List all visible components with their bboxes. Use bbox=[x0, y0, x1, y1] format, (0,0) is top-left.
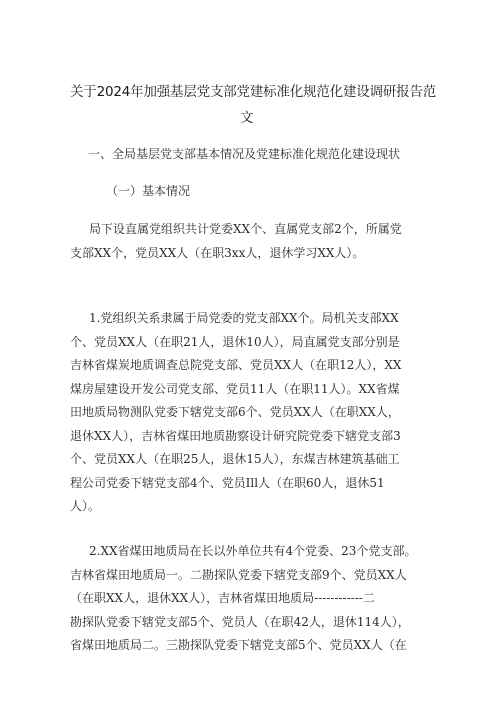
paragraph-item-1 bbox=[70, 307, 435, 519]
paragraph-line: 吉林省煤田地质局一。二勘探队党委下辖党支部9个、党员XX人 bbox=[70, 567, 407, 582]
paragraph-line: 人）。 bbox=[70, 499, 101, 513]
paragraph-overview bbox=[70, 218, 435, 265]
paragraph-line: 田地质局物测队党委下辖党支部6个、党员XX人（在职XX人， bbox=[70, 405, 400, 419]
paragraph-line: 局下设直属党组织共计党委XX个、直属党支部2个，所属党 bbox=[89, 222, 402, 236]
paragraph-line: 个、党员XX人（在职25人，退休15人），东煤吉林建筑基础工 bbox=[70, 452, 400, 466]
paragraph-item-2 bbox=[70, 540, 435, 658]
paragraph-line: 1.党组织关系隶属于局党委的党支部XX个。局机关支部XX bbox=[89, 311, 399, 325]
section-heading: 一、全局基层党支部基本情况及党建标准化规范化建设现状 bbox=[88, 147, 401, 161]
paragraph-line: 支部XX个，党员XX人（在职3xx人，退休学习XX人）。 bbox=[70, 245, 365, 260]
paragraph-line: 程公司党委下辖党支部4个、党员Ill人（在职60人，退休51 bbox=[70, 475, 385, 490]
paragraph-line: 勘探队党委下辖党支部5个、党员人（在职42人，退休114人）， bbox=[70, 614, 410, 629]
paragraph-line: 煤房屋建设开发公司党支部、党员11人（在职11人）。XX省煤 bbox=[70, 381, 400, 396]
paragraph-line: （在职XX人，退休XX人），吉林省煤田地质局------------二 bbox=[70, 591, 375, 605]
paragraph-line: 退休XX人），吉林省煤田地质勘察设计研究院党委下辖党支部3 bbox=[70, 428, 401, 443]
subsection-heading: （一）基本情况 bbox=[106, 184, 191, 198]
document-title-continuation: 文 bbox=[240, 110, 254, 126]
paragraph-line: 吉林省煤炭地质调查总院党支部、党员XX人（在职12人），XX bbox=[70, 358, 402, 372]
paragraph-line: 2.XX省煤田地质局在长以外单位共有4个党委、23个党支部。 bbox=[89, 544, 417, 558]
document-title: 关于2024年加强基层党支部党建标准化规范化建设调研报告范 bbox=[70, 84, 437, 100]
paragraph-line: 个、党员XX人（在职21人，退休10人），局直属党支部分别是 bbox=[70, 334, 400, 349]
paragraph-line: 省煤田地质局二。三勘探队党委下辖党支部5个、党员XX人（在 bbox=[70, 638, 407, 652]
